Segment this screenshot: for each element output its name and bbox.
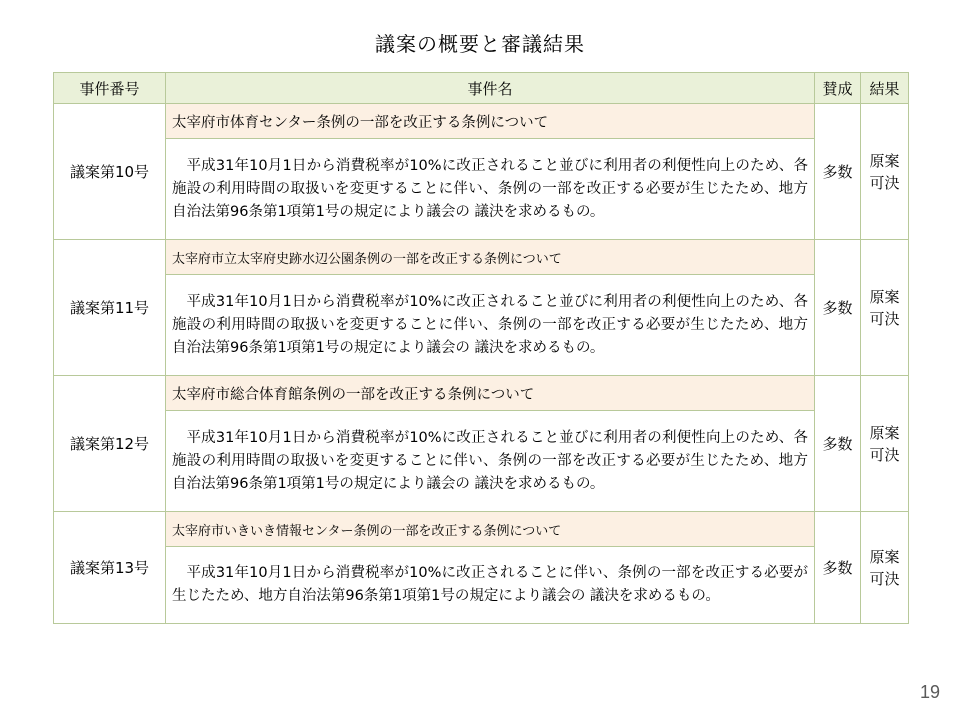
result-line2: 可決 — [869, 173, 900, 192]
result-cell — [861, 240, 909, 376]
header-vote: 賛成 — [815, 73, 861, 104]
bill-name: 太宰府市体育センター条例の一部を改正する条例について — [166, 104, 815, 139]
table-row — [54, 512, 909, 547]
result-line2: 可決 — [869, 569, 900, 588]
result-cell — [861, 512, 909, 624]
result-cell — [861, 376, 909, 512]
bill-name: 太宰府市立太宰府史跡水辺公園条例の一部を改正する条例について — [166, 240, 815, 275]
bill-number: 議案第13号 — [54, 512, 166, 624]
result-line2: 可決 — [869, 309, 900, 328]
bill-description: 平成31年10月1日から消費税率が10%に改正されること並びに利用者の利便性向上のため、各施設の利用時間の取扱いを変更することに伴い、条例の一部を改正する必要が生じたため、地方自治法第96条第1項第1号の規定により議会の 議決を求めるもの。 — [166, 139, 815, 240]
bill-description: 平成31年10月1日から消費税率が10%に改正されることに伴い、条例の一部を改正する必要が生じたため、地方自治法第96条第1項第1号の規定により議会の 議決を求めるもの。 — [166, 547, 815, 624]
vote-cell: 多数 — [815, 512, 861, 624]
table-row — [54, 376, 909, 411]
bill-number: 議案第12号 — [54, 376, 166, 512]
bill-number: 議案第11号 — [54, 240, 166, 376]
table-row — [54, 411, 909, 512]
result-line2: 可決 — [869, 445, 900, 464]
vote-cell: 多数 — [815, 376, 861, 512]
header-name: 事件名 — [166, 73, 815, 104]
header-number: 事件番号 — [54, 73, 166, 104]
bills-table — [53, 72, 909, 624]
bill-description: 平成31年10月1日から消費税率が10%に改正されること並びに利用者の利便性向上のため、各施設の利用時間の取扱いを変更することに伴い、条例の一部を改正する必要が生じたため、地方自治法第96条第1項第1号の規定により議会の 議決を求めるもの。 — [166, 411, 815, 512]
vote-cell: 多数 — [815, 104, 861, 240]
header-result: 結果 — [861, 73, 909, 104]
result-cell — [861, 104, 909, 240]
table-row — [54, 104, 909, 139]
result-line1: 原案 — [869, 423, 900, 442]
table-row — [54, 240, 909, 275]
result-line1: 原案 — [869, 547, 900, 566]
table-row — [54, 139, 909, 240]
page-title: 議案の概要と審議結果 — [375, 32, 585, 56]
bill-description: 平成31年10月1日から消費税率が10%に改正されること並びに利用者の利便性向上のため、各施設の利用時間の取扱いを変更することに伴い、条例の一部を改正する必要が生じたため、地方自治法第96条第1項第1号の規定により議会の 議決を求めるもの。 — [166, 275, 815, 376]
table-header-row — [54, 73, 909, 104]
page-number: 19 — [919, 682, 940, 702]
table-row — [54, 275, 909, 376]
result-line1: 原案 — [869, 151, 900, 170]
bill-number: 議案第10号 — [54, 104, 166, 240]
bill-name: 太宰府市いきいき情報センター条例の一部を改正する条例について — [166, 512, 815, 547]
table-row — [54, 547, 909, 624]
result-line1: 原案 — [869, 287, 900, 306]
vote-cell: 多数 — [815, 240, 861, 376]
bill-name: 太宰府市総合体育館条例の一部を改正する条例について — [166, 376, 815, 411]
